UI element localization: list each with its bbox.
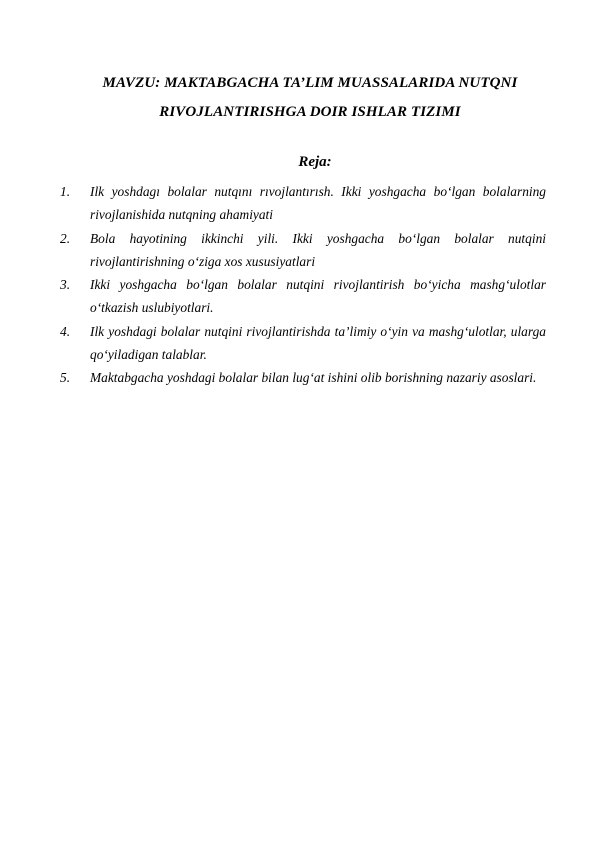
- plan-heading: Reja:: [298, 154, 332, 170]
- document-title-line-1: MAVZU: MAKTABGACHA TA’LIM MUASSALARIDA NUTQNI: [102, 75, 518, 91]
- plan-item-number: 5.: [60, 370, 71, 386]
- plan-list: [60, 180, 546, 390]
- plan-item-number: 4.: [60, 323, 71, 339]
- document-title-line-2: RIVOJLANTIRISHGA DOIR ISHLAR TIZIMI: [159, 104, 461, 120]
- plan-item-number: 2.: [60, 230, 71, 246]
- plan-item: [60, 180, 546, 227]
- plan-item: [60, 273, 546, 320]
- plan-item-text: Maktabgacha yoshdagi bolalar bilan lug‘at ishini olib borishning nazariy asoslari.: [90, 370, 537, 386]
- plan-item: [60, 320, 546, 367]
- plan-item-text: Ilk yoshdagı bolalar nutqını rıvojlantırısh. Ikki yoshgacha bo‘lgan bolalarning rivojlanishida nutqning ahamiyati: [90, 184, 546, 223]
- plan-item-text: Bola hayotining ikkinchi yili. Ikki yoshgacha bo‘lgan bolalar nutqini rivojlantirishning o‘ziga xos xususiyatlari: [90, 230, 546, 269]
- plan-item-text: Ilk yoshdagi bolalar nutqini rivojlantirishda ta’limiy o‘yin va mashg‘ulotlar, ularga qo‘yiladigan talablar.: [90, 323, 546, 363]
- plan-item: [60, 227, 546, 274]
- plan-item-text: Ikki yoshgacha bo‘lgan bolalar nutqini rivojlantirish bo‘yicha mashg‘ulotlar o‘tkazish uslubiyotlari.: [90, 277, 546, 316]
- plan-item: [60, 366, 546, 389]
- plan-item-number: 1.: [60, 184, 71, 199]
- plan-item-number: 3.: [60, 277, 71, 293]
